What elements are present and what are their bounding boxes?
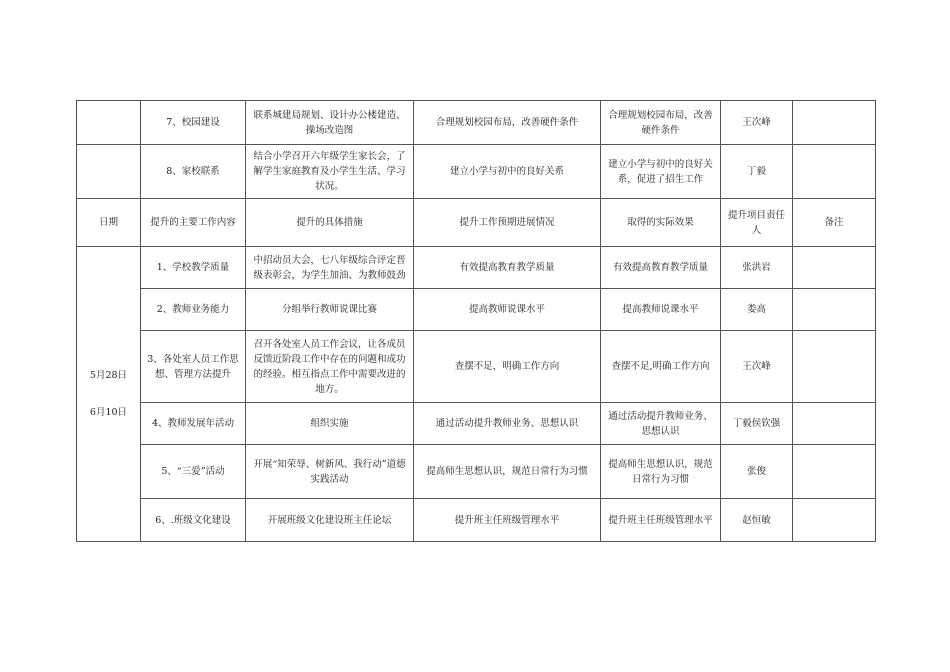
- measure-cell: 开展班级文化建设班主任论坛: [246, 499, 414, 542]
- result-cell: 提升班主任班级管理水平: [601, 499, 721, 542]
- work-item-cell: 4、教师发展年活动: [141, 403, 246, 445]
- work-plan-table: [76, 100, 876, 542]
- work-item-cell: 3、各处室人员工作思想、管理方法提升: [141, 331, 246, 403]
- person-cell: 娄高: [721, 289, 793, 331]
- note-cell: [793, 289, 876, 331]
- expected-cell: 提升班主任班级管理水平: [414, 499, 601, 542]
- table-header-row: [77, 199, 876, 247]
- measure-cell: 分组举行教师说课比赛: [246, 289, 414, 331]
- person-cell: 丁毅: [721, 145, 793, 199]
- measure-cell: 中招动员大会，七八年级综合评定晋级表彰会，为学生加油、为教师鼓劲: [246, 247, 414, 289]
- result-cell: 有效提高教育教学质量: [601, 247, 721, 289]
- date-cell: [77, 101, 141, 145]
- note-cell: [793, 499, 876, 542]
- work-item-cell: 8、家校联系: [141, 145, 246, 199]
- header-person: 提升项目责任人: [721, 199, 793, 247]
- header-date: 日期: [77, 199, 141, 247]
- date-cell: [77, 145, 141, 199]
- expected-cell: 建立小学与初中的良好关系: [414, 145, 601, 199]
- header-expected: 提升工作预期进展情况: [414, 199, 601, 247]
- header-item: 提升的主要工作内容: [141, 199, 246, 247]
- person-cell: 王次峰: [721, 331, 793, 403]
- expected-cell: 提高教师说课水平: [414, 289, 601, 331]
- header-note: 备注: [793, 199, 876, 247]
- expected-cell: 查摆不足，明确工作方向: [414, 331, 601, 403]
- work-item-cell: 5、“三爱”活动: [141, 445, 246, 499]
- result-cell: 提高师生思想认识，规范日常行为习惯: [601, 445, 721, 499]
- header-result: 取得的实际效果: [601, 199, 721, 247]
- result-cell: 通过活动提升教师业务、思想认识: [601, 403, 721, 445]
- person-cell: 张洪岩: [721, 247, 793, 289]
- date-end: 6月10日: [89, 407, 128, 418]
- measure-cell: 结合小学召开六年级学生家长会，了解学生家庭教育及小学生生活、学习状况。: [246, 145, 414, 199]
- measure-cell: 联系城建局规划、设计办公楼建造、操场改造图: [246, 101, 414, 145]
- note-cell: [793, 403, 876, 445]
- table-row: [77, 247, 876, 289]
- work-item-cell: 7、校园建设: [141, 101, 246, 145]
- table-row: [77, 101, 876, 145]
- table-row: [77, 289, 876, 331]
- note-cell: [793, 101, 876, 145]
- person-cell: 丁毅侯钦强: [721, 403, 793, 445]
- note-cell: [793, 145, 876, 199]
- expected-cell: 合理规划校园布局，改善硬件条件: [414, 101, 601, 145]
- header-measure: 提升的具体措施: [246, 199, 414, 247]
- date-range-cell: [77, 247, 141, 542]
- work-item-cell: 1、学校教学质量: [141, 247, 246, 289]
- table-row: [77, 145, 876, 199]
- person-cell: 赵恒敏: [721, 499, 793, 542]
- result-cell: 提高教师说课水平: [601, 289, 721, 331]
- result-cell: 建立小学与初中的良好关系，促进了招生工作: [601, 145, 721, 199]
- date-start: 5月28日: [89, 370, 128, 381]
- note-cell: [793, 445, 876, 499]
- measure-cell: 召开各处室人员工作会议，让各成员反馈近阶段工作中存在的问题和成功的经验。相互指点工作中需要改进的地方。: [246, 331, 414, 403]
- expected-cell: 提高师生思想认识，规范日常行为习惯: [414, 445, 601, 499]
- result-cell: 合理规划校园布局，改善硬件条件: [601, 101, 721, 145]
- work-item-cell: 6、.班级文化建设: [141, 499, 246, 542]
- result-cell: 查摆不足,明确工作方向: [601, 331, 721, 403]
- expected-cell: 有效提高教育教学质量: [414, 247, 601, 289]
- measure-cell: 组织实施: [246, 403, 414, 445]
- note-cell: [793, 247, 876, 289]
- person-cell: 王次峰: [721, 101, 793, 145]
- note-cell: [793, 331, 876, 403]
- table-row: [77, 331, 876, 403]
- table-row: [77, 445, 876, 499]
- person-cell: 张俊: [721, 445, 793, 499]
- work-item-cell: 2、教师业务能力: [141, 289, 246, 331]
- measure-cell: 开展“知荣辱、树新风、我行动”道德实践活动: [246, 445, 414, 499]
- table-row: [77, 499, 876, 542]
- table-row: [77, 403, 876, 445]
- expected-cell: 通过活动提升教师业务、思想认识: [414, 403, 601, 445]
